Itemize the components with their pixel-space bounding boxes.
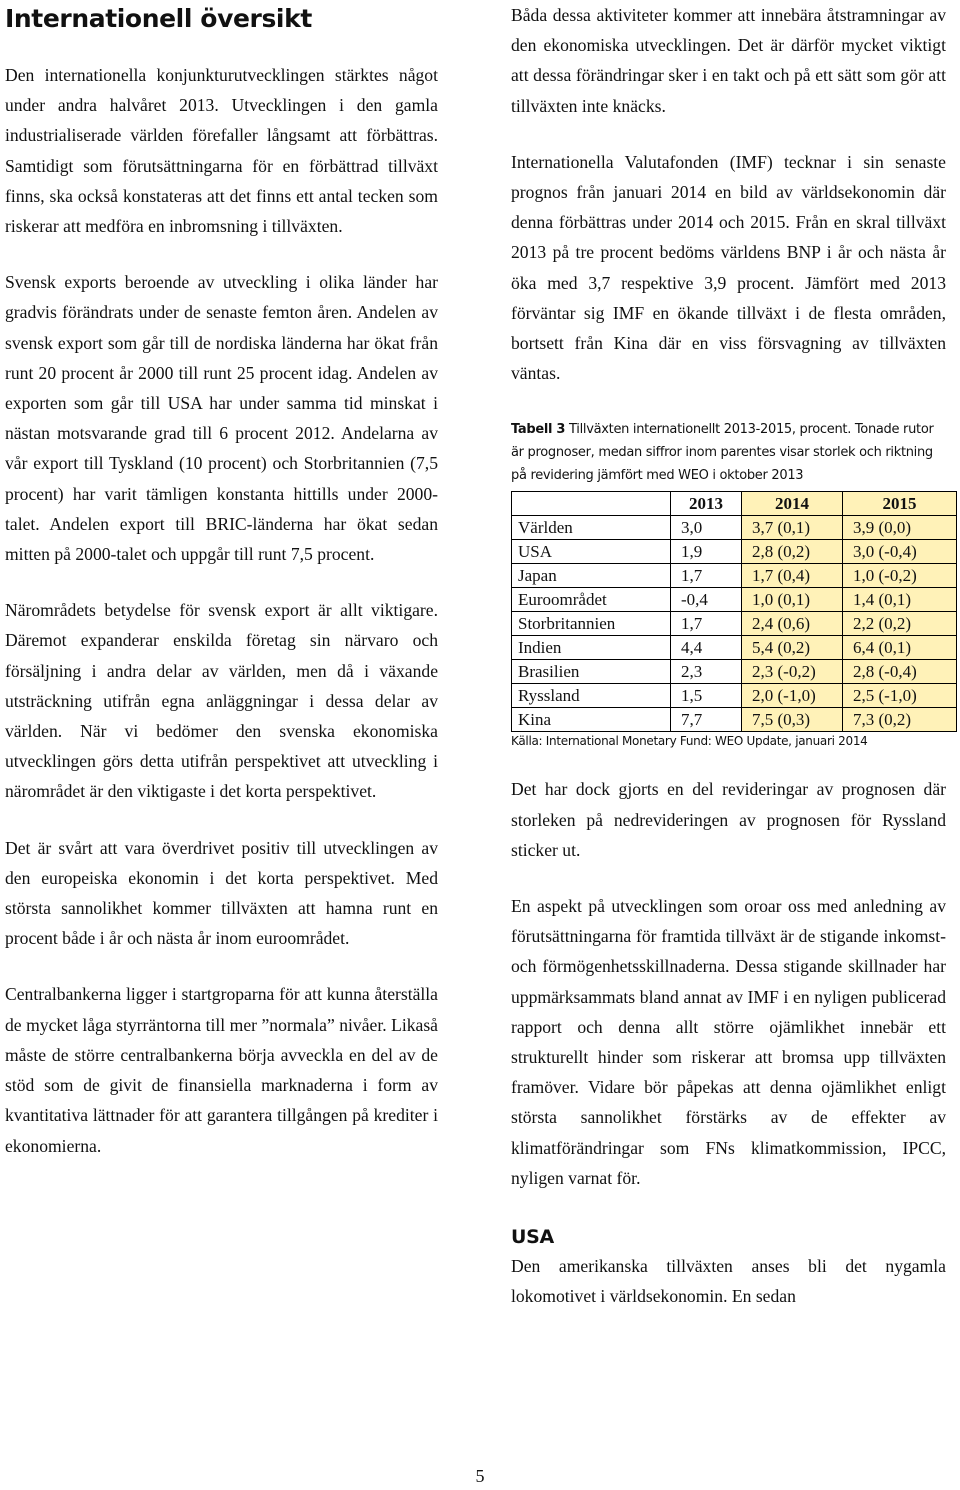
table-source: Källa: International Monetary Fund: WEO Update, januari 2014 [511, 734, 868, 749]
table-row-label: Kina [512, 708, 671, 732]
usa-heading: USA [511, 1226, 554, 1249]
table-cell: 2,8 (0,2) [742, 540, 843, 564]
table-row-label: Japan [512, 564, 671, 588]
table-caption [511, 418, 946, 487]
right-column [511, 0, 946, 1311]
table-cell: 3,0 (-0,4) [843, 540, 957, 564]
paragraph: En aspekt på utvecklingen som oroar oss med anledning av förutsättningarna för framtida tillväxt är de stigande inkomst- och förmögenhetsskillnaderna. Dessa stigande skillnader har uppmärksammats bland annat av IMF i en nyligen publicerad rapport och denna allt större ojämlikhet innebär ett strukturellt hinder som riskerar att bromsa upp tillväxten framöver. Vidare bör påpekas att denna ojämlikhet enligt största sannolikhet förstärks av de effekter av klimatförändringar som FNs klimatkommission, IPCC, nyligen varnat för. [511, 896, 946, 1188]
table-cell: 7,5 (0,3) [742, 708, 843, 732]
paragraph: Den internationella konjunkturutvecklingen stärktes något under andra halvåret 2013. Utvecklingen i den gamla industrialiserade världen förefaller långsamt att förbättras. Samtidigt som förutsättningarna för en förbättrad tillväxt finns, ska också konstateras att det finns ett antal tecken som riskerar att medföra en inbromsning i tillväxten. [5, 65, 438, 237]
page-number: 5 [475, 1466, 485, 1486]
section-title: Internationell översikt [5, 4, 312, 33]
table-row-label: USA [512, 540, 671, 564]
table-caption-label: Tabell 3 [511, 422, 566, 438]
table-row [512, 564, 957, 588]
left-column [5, 0, 438, 1161]
table-cell: 2,0 (-1,0) [742, 684, 843, 708]
table-cell: 1,4 (0,1) [843, 588, 957, 612]
table-cell: 2,5 (-1,0) [843, 684, 957, 708]
table-row-label: Brasilien [512, 660, 671, 684]
table-row [512, 540, 957, 564]
table-row [512, 708, 957, 732]
table-cell: 2,3 [671, 660, 742, 684]
paragraph: Närområdets betydelse för svensk export är allt viktigare. Däremot expanderar enskilda företag sin närvaro och försäljning i andra delar av världen, men då i växande utsträckning utifrån egna anläggningar i dessa delar av världen. När vi bedömer den svenska ekonomiska utvecklingen görs detta utifrån perspektivet att utveckling i närområdet är den viktigaste i det korta perspektivet. [5, 600, 438, 802]
table-cell: 7,7 [671, 708, 742, 732]
table-cell: 2,4 (0,6) [742, 612, 843, 636]
paragraph: Den amerikanska tillväxten anses bli det nygamla lokomotivet i världsekonomin. En sedan [511, 1256, 946, 1307]
table-cell: 1,0 (-0,2) [843, 564, 957, 588]
table-body [512, 516, 957, 732]
table-row [512, 636, 957, 660]
table-cell: 3,0 [671, 516, 742, 540]
table-cell: 1,7 (0,4) [742, 564, 843, 588]
table-header-cell: 2014 [742, 492, 843, 516]
paragraph: Det har dock gjorts en del revideringar av prognosen där storleken på nedrevideringen av prognosen för Ryssland sticker ut. [511, 779, 946, 860]
table-cell: 3,9 (0,0) [843, 516, 957, 540]
table-cell: 5,4 (0,2) [742, 636, 843, 660]
table-cell: 7,3 (0,2) [843, 708, 957, 732]
paragraph: Båda dessa aktiviteter kommer att innebära åtstramningar av den ekonomiska utvecklingen. Det är därför mycket viktigt att dessa förändringar sker i en takt och på ett sätt som gör att tillväxten inte knäcks. [511, 5, 946, 116]
table-cell: 3,7 (0,1) [742, 516, 843, 540]
table-cell: 1,7 [671, 612, 742, 636]
table-row-label: Storbritannien [512, 612, 671, 636]
table-cell: 6,4 (0,1) [843, 636, 957, 660]
table-row [512, 516, 957, 540]
table-caption-text: Tillväxten internationellt 2013-2015, procent. Tonade rutor är prognoser, medan siffror inom parentes visar storlek och riktning på revidering jämfört med WEO i oktober 2013 [511, 422, 934, 484]
table-header-cell [512, 492, 671, 516]
table-cell: 1,7 [671, 564, 742, 588]
table-cell: 1,5 [671, 684, 742, 708]
table-header-cell: 2013 [671, 492, 742, 516]
table-header-row [512, 492, 957, 516]
paragraph: Det är svårt att vara överdrivet positiv till utvecklingen av den europeiska ekonomin i det korta perspektivet. Med största sannolikhet kommer tillväxten att hamna runt en procent både i år och nästa år inom euroområdet. [5, 837, 438, 949]
table-header-cell: 2015 [843, 492, 957, 516]
table-row [512, 612, 957, 636]
paragraph: Svensk exports beroende av utveckling i olika länder har gradvis förändrats under de senaste femton åren. Andelen av svensk export som går till de nordiska länderna har ökat från runt 20 procent år 2000 till runt 25 procent idag. Andelen av exporten som går till USA har under samma tid minskat i nästan motsvarande grad till 6 procent 2012. Andelarna av vår export till Tyskland (10 procent) och Storbritannien (7,5 procent) har varit tämligen konstanta hittills under 2000-talet. Andelen export till BRIC-länderna har ökat sedan mitten på 2000-talet och uppgår till runt 7,5 procent. [5, 272, 438, 565]
paragraph: Internationella Valutafonden (IMF) tecknar i sin senaste prognos från januari 2014 en bild av världsekonomin där denna förbättras under 2014 och 2015. Från en skral tillväxt 2013 på tre procent bedöms världens BNP i år och nästa år öka med 3,7 respektive 3,9 procent. Jämfört med 2013 förväntar sig IMF en ökande tillväxt i de flesta områden, bortsett från Kina där en viss försvagning av tillväxten väntas. [511, 151, 946, 384]
table-cell: 4,4 [671, 636, 742, 660]
table-row [512, 660, 957, 684]
table-cell: -0,4 [671, 588, 742, 612]
table-row-label: Ryssland [512, 684, 671, 708]
table-cell: 1,0 (0,1) [742, 588, 843, 612]
table-cell: 2,8 (-0,4) [843, 660, 957, 684]
table-row-label: Indien [512, 636, 671, 660]
growth-table [511, 491, 957, 732]
table-cell: 1,9 [671, 540, 742, 564]
table-row [512, 684, 957, 708]
table-row [512, 588, 957, 612]
table-cell: 2,2 (0,2) [843, 612, 957, 636]
table-row-label: Världen [512, 516, 671, 540]
table-cell: 2,3 (-0,2) [742, 660, 843, 684]
table-row-label: Euroområdet [512, 588, 671, 612]
paragraph: Centralbankerna ligger i startgroparna för att kunna återställa de mycket låga styrräntorna till mer ”normala” nivåer. Likaså måste de större centralbankerna börja avveckla en del av de stöd som de givit de finansiella marknaderna i form av kvantitativa lättnader för att garantera tillgången på krediter i ekonomierna. [5, 984, 438, 1156]
